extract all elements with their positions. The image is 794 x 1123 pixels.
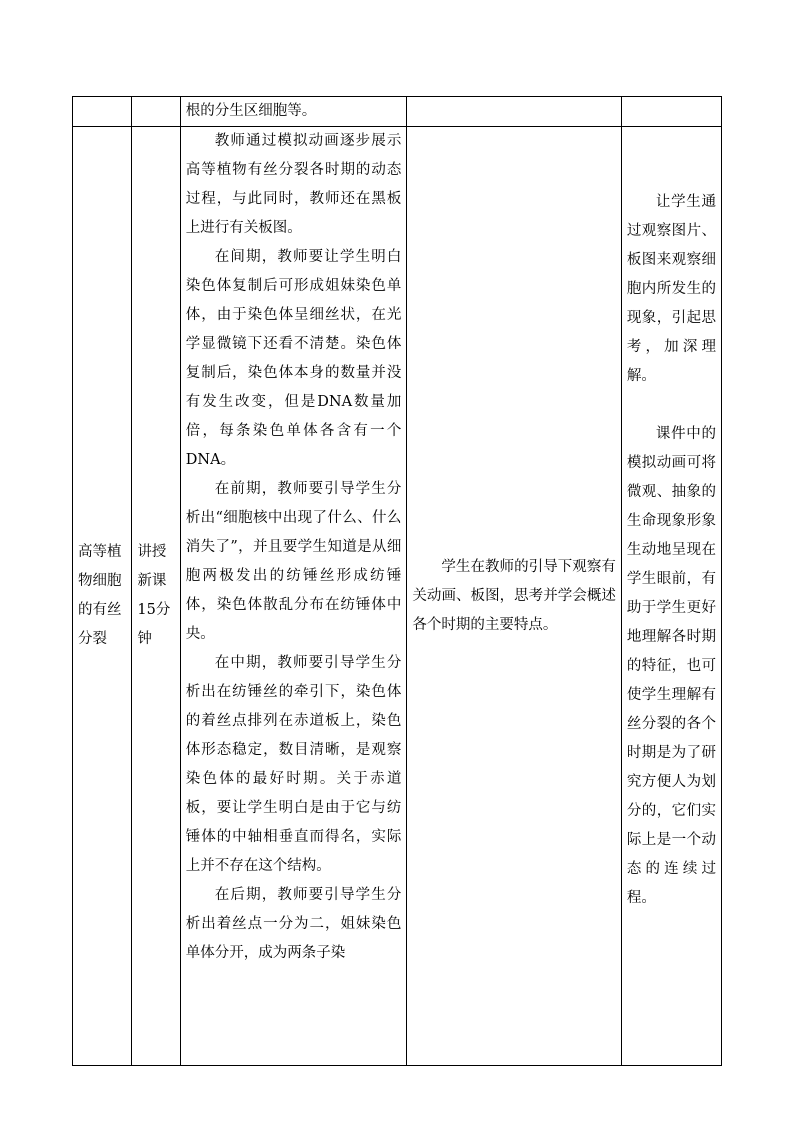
- stage-label: 讲授新课15分钟: [137, 544, 171, 647]
- stage-cell: [132, 127, 180, 1066]
- teacher-paragraph: 在间期，教师要让学生明白染色体复制后可形成姐妹染色单体，由于染色体呈细丝状，在光学显微镜下还看不清楚。染色体复制后，染色体本身的数量并没有发生改变，但是DNA数量加倍，每条染色单体各含有一个DNA。: [185, 249, 402, 468]
- design-intent-paragraph: 让学生通过观察图片、板图来观察细胞内所发生的现象，引起思考，加深理解。: [626, 194, 716, 384]
- student-activity-cell-empty: [407, 97, 622, 127]
- table-row: [73, 127, 722, 1066]
- teacher-paragraph: 在前期，教师要引导学生分析出“细胞核中出现了什么、什么消失了”，并且要学生知道是从细胞两极发出的纺锤丝形成纺锤体，染色体散乱分布在纺锤体中央。: [185, 481, 402, 642]
- section-title: 高等植物细胞的有丝分裂: [78, 544, 122, 647]
- stage-cell-empty: [132, 97, 180, 127]
- student-activity-text: 学生在教师的引导下观察有关动画、板图，思考并学会概述各个时期的主要特点。: [412, 558, 616, 633]
- design-intent-cell: [621, 127, 721, 1066]
- student-activity-cell: [407, 127, 622, 1066]
- teacher-paragraph: 在后期，教师要引导学生分析出着丝点一分为二，姐妹染色单体分开，成为两条子染: [185, 887, 402, 961]
- teacher-activity-cell: [180, 127, 407, 1066]
- section-cell-empty: [73, 97, 132, 127]
- teacher-paragraph: 教师通过模拟动画逐步展示高等植物有丝分裂各时期的动态过程，与此同时，教师还在黑板上进行有关板图。: [185, 133, 402, 236]
- teacher-activity-text: 根的分生区细胞等。: [185, 103, 317, 119]
- table-row: [73, 97, 722, 127]
- lesson-plan-table: [72, 96, 722, 1066]
- section-cell: [73, 127, 132, 1066]
- teacher-activity-cell: [180, 97, 407, 127]
- design-intent-paragraph: 课件中的模拟动画可将微观、抽象的生命现象形象生动地呈现在学生眼前，有助于学生更好地理解各时期的特征，也可使学生理解有丝分裂的各个时期是为了研究方便人为划分的，它们实际上是一个动态的连续过程。: [626, 426, 716, 906]
- teacher-paragraph: 在中期，教师要引导学生分析出在纺锤丝的牵引下，染色体的着丝点排列在赤道板上，染色体形态稳定，数目清晰，是观察染色体的最好时期。关于赤道板，要让学生明白是由于它与纺锤体的中轴相垂直而得名，实际上并不存在这个结构。: [185, 655, 402, 874]
- design-intent-cell-empty: [621, 97, 721, 127]
- paragraph-gap: [627, 391, 716, 420]
